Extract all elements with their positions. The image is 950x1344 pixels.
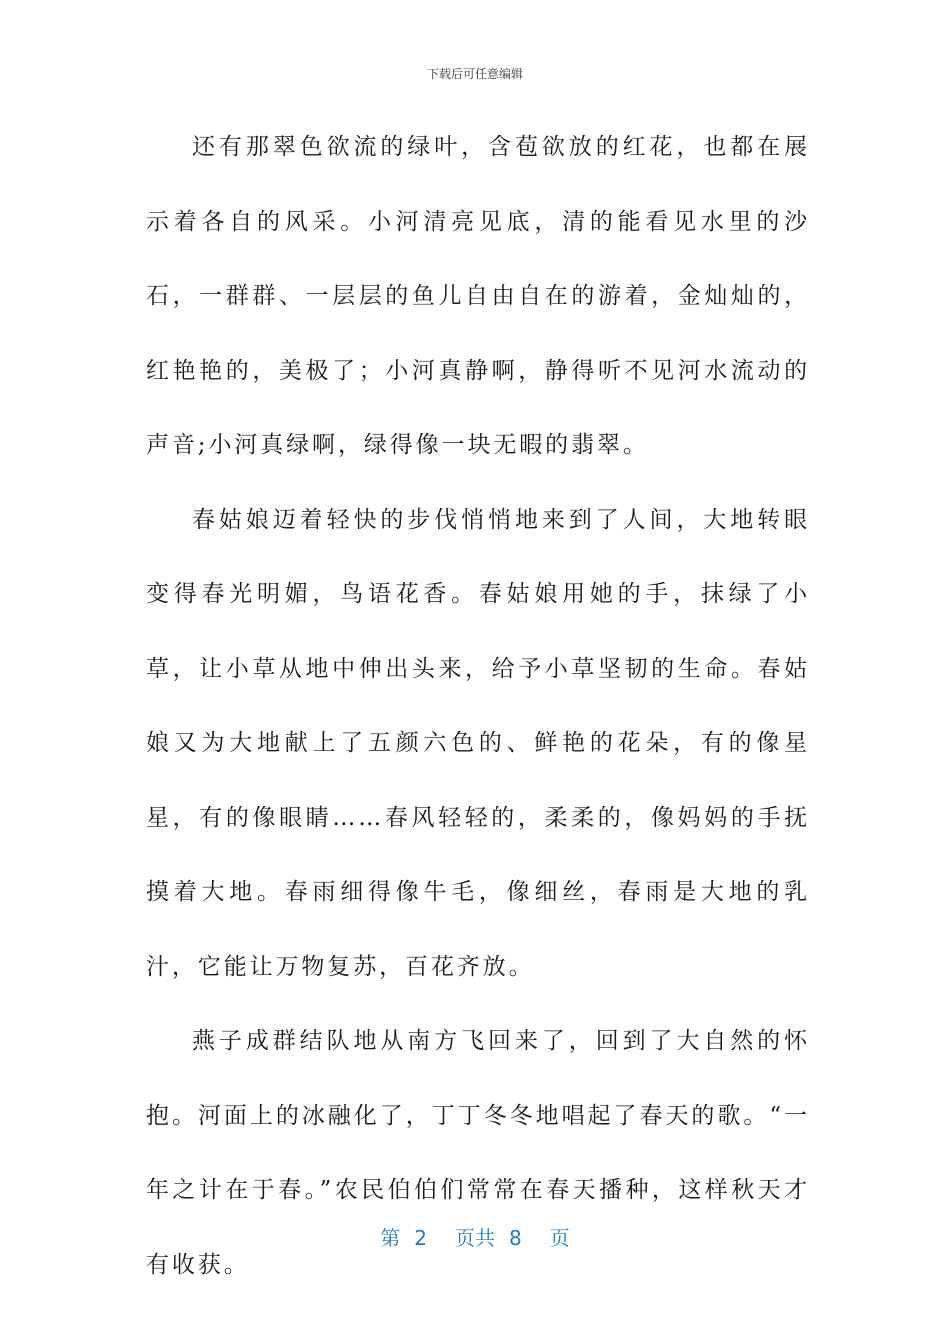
page-footer [0,1224,950,1252]
page-header: 下载后可任意编辑 [426,67,523,81]
paragraph-3: 燕子成群结队地从南方飞回来了，回到了大自然的怀抱。河面上的冰融化了，丁丁冬冬地唱起了春天的歌。“一年之计在于春。”农民伯伯们常常在春天播种，这样秋天才有收获。 [146,1028,810,1278]
footer-current-page: 2 [414,1226,427,1250]
paragraph-2: 春姑娘迈着轻快的步伐悄悄地来到了人间，大地转眼变得春光明媚，鸟语花香。春姑娘用她的手，抹绿了小草，让小草从地中伸出头来，给予小草坚韧的生命。春姑娘又为大地献上了五颜六色的、鲜艳的花朵，有的像星星，有的像眼睛……春风轻轻的，柔柔的，像妈妈的手抚摸着大地。春雨细得像牛毛，像细丝，春雨是大地的乳汁，它能让万物复苏，百花齐放。 [146,506,810,980]
document-body [146,110,810,1302]
paragraph-1: 还有那翠色欲流的绿叶，含苞欲放的红花，也都在展示着各自的风采。小河清亮见底，清的能看见水里的沙石，一群群、一层层的鱼儿自由自在的游着，金灿灿的，红艳艳的，美极了；小河真静啊，静得听不见河水流动的声音;小河真绿啊，绿得像一块无暇的翡翠。 [146,134,810,458]
footer-prefix: 第 [380,1226,401,1250]
footer-middle: 页共 [455,1226,495,1250]
footer-suffix: 页 [549,1226,570,1250]
footer-total-pages: 8 [509,1226,522,1250]
